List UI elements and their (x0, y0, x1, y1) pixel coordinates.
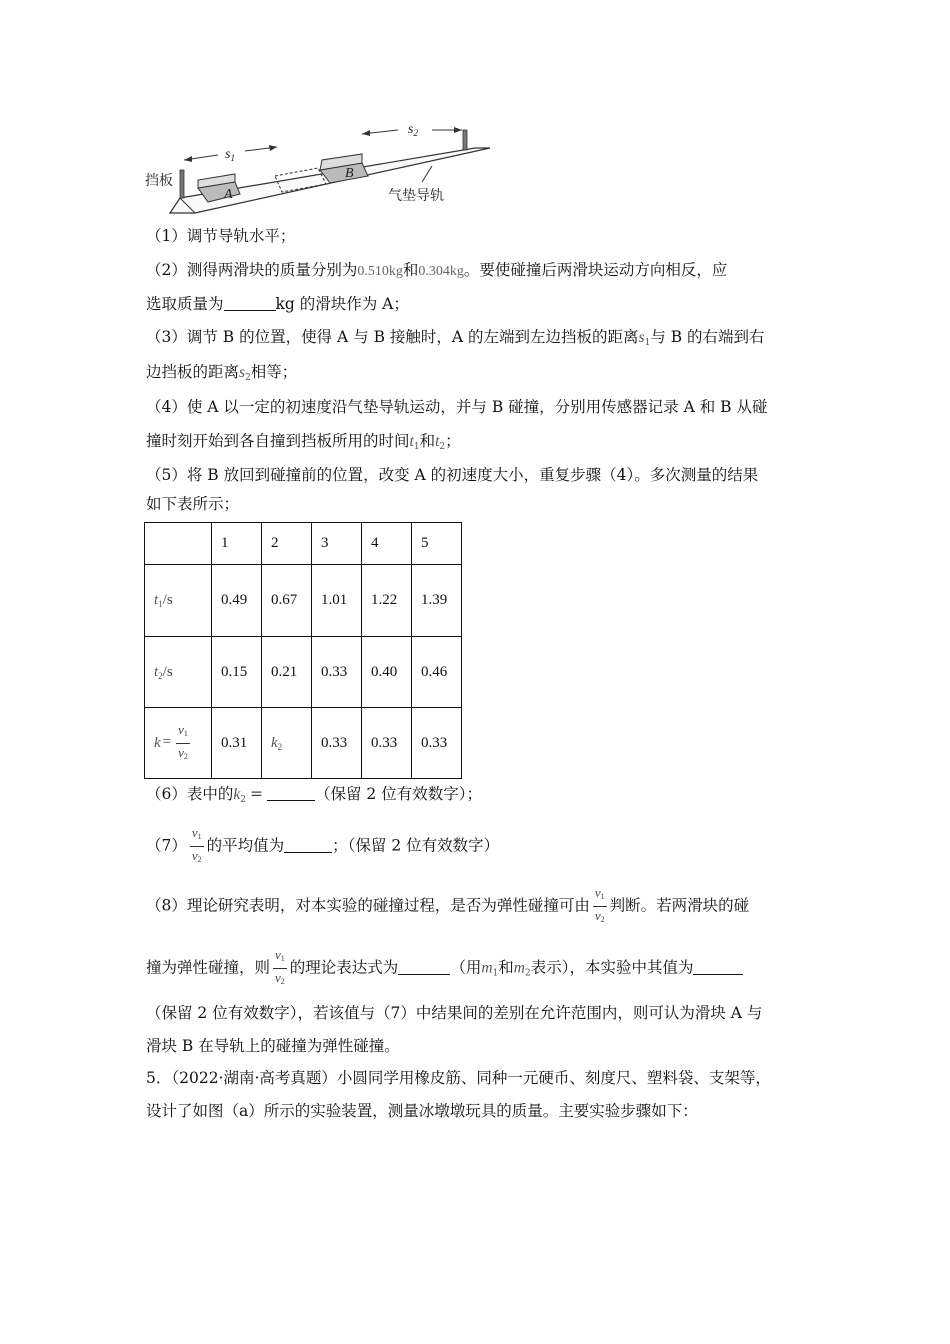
step-6: （6）表中的$k_2$ = （保留 2 位有效数字）； (146, 785, 482, 805)
ratio-fraction: $\frac{v1}{v2}$ (178, 721, 188, 761)
table-cell: 0.31 (212, 708, 262, 779)
answer-blank-mass[interactable] (224, 294, 276, 311)
step-7: （7） $\frac{v1}{v2}$ 的平均值为 ；（保留 2 位有效数字） (146, 826, 499, 867)
step-2-cont: 选取质量为 kg 的滑块作为 A； (146, 295, 409, 313)
table-cell: 1.22 (362, 565, 412, 637)
table-cell: 0.33 (312, 708, 362, 779)
table-cell: 0.33 (362, 708, 412, 779)
step-1: （1）调节导轨水平； (146, 227, 296, 245)
table-row (145, 708, 462, 779)
air-track-figure (140, 118, 500, 218)
question-5-line-1: 5．（2022·湖南·高考真题）小圆同学用橡皮筋、同种一元硬币、刻度尺、塑料袋、支架等， (146, 1069, 771, 1087)
step-5: （5）将 B 放回到碰撞前的位置，改变 A 的初速度大小，重复步骤（4）。多次测量的结果 (146, 466, 759, 484)
table-cell: 0.33 (412, 708, 462, 779)
label-s2: $s_2$ (408, 122, 418, 138)
row-label-k: k = $\frac{v1}{v2}$ (145, 708, 212, 779)
step-8-cont-2: （保留 2 位有效数字），若该值与（7）中结果间的差别在允许范围内，则可认为滑块 A 与 (146, 1004, 763, 1022)
table-cell: 0.40 (362, 637, 412, 708)
label-a: A (224, 187, 233, 202)
step-4: （4）使 A 以一定的初速度沿气垫导轨运动，并与 B 碰撞，分别用传感器记录 A 和 B 从碰 (146, 398, 768, 416)
table-header-cell: 5 (412, 523, 462, 565)
left-baffle (180, 170, 184, 198)
step-5-cont: 如下表所示； (146, 495, 240, 513)
answer-blank-value[interactable] (693, 958, 743, 975)
table-header-cell: 4 (362, 523, 412, 565)
table-cell: 0.49 (212, 565, 262, 637)
table-header-cell: 3 (312, 523, 362, 565)
row-label-t1: $t_1/s$ (145, 565, 212, 637)
row-label-t2: $t_2/s$ (145, 637, 212, 708)
measurement-table (144, 522, 462, 779)
table-row (145, 637, 462, 708)
step-4-cont: 撞时刻开始到各自撞到挡板所用的时间$t_1$和$t_2$； (146, 432, 461, 452)
table-header-cell: 2 (262, 523, 312, 565)
ratio-fraction: $\frac{v1}{v2}$ (594, 885, 605, 924)
table-cell: 1.39 (412, 565, 462, 637)
table-row (145, 565, 462, 637)
label-air-track: 气垫导轨 (388, 188, 444, 204)
step-8-cont: 撞为弹性碰撞，则 $\frac{v1}{v2}$ 的理论表达式为 （用$m_1$和$m_2$表示），本实验中其值为 (146, 948, 743, 992)
step-3: （3）调节 B 的位置，使得 A 与 B 接触时，A 的左端到左边挡板的距离$s_1$与 B 的右端到右 (146, 328, 765, 348)
step-2: （2）测得两滑块的质量分别为0.510kg和0.304kg。要使碰撞后两滑块运动方向相反，应 (146, 261, 728, 279)
table-cell: 0.33 (312, 637, 362, 708)
answer-blank-expression[interactable] (398, 958, 450, 975)
step-8: （8）理论研究表明，对本实验的碰撞过程，是否为弹性碰撞可由 $\frac{v1}{v2}$ 判断。若两滑块的碰 (146, 886, 749, 927)
step-3-cont: 边挡板的距离$s_2$相等； (146, 363, 298, 383)
table-cell: 1.01 (312, 565, 362, 637)
label-b: B (345, 166, 354, 181)
answer-blank-average[interactable] (284, 836, 332, 853)
table-header-cell: 1 (212, 523, 262, 565)
table-cell-k2: $k_2$ (262, 708, 312, 779)
answer-blank-k2[interactable] (267, 784, 315, 801)
table-cell: 0.67 (262, 565, 312, 637)
table-cell: 0.15 (212, 637, 262, 708)
table-cell: 0.21 (262, 637, 312, 708)
label-s1: $s_1$ (225, 147, 235, 163)
step-8-cont-3: 滑块 B 在导轨上的碰撞为弹性碰撞。 (146, 1037, 400, 1055)
table-cell: 0.46 (412, 637, 462, 708)
right-baffle (463, 130, 467, 150)
ratio-fraction: $\frac{v1}{v2}$ (191, 825, 202, 864)
table-header-cell (145, 523, 212, 565)
question-5-line-2: 设计了如图（a）所示的实验装置，测量冰墩墩玩具的质量。主要实验步骤如下： (146, 1102, 698, 1120)
label-baffle: 挡板 (145, 173, 173, 189)
table-header-row (145, 523, 462, 565)
ratio-fraction: $\frac{v1}{v2}$ (275, 947, 285, 986)
